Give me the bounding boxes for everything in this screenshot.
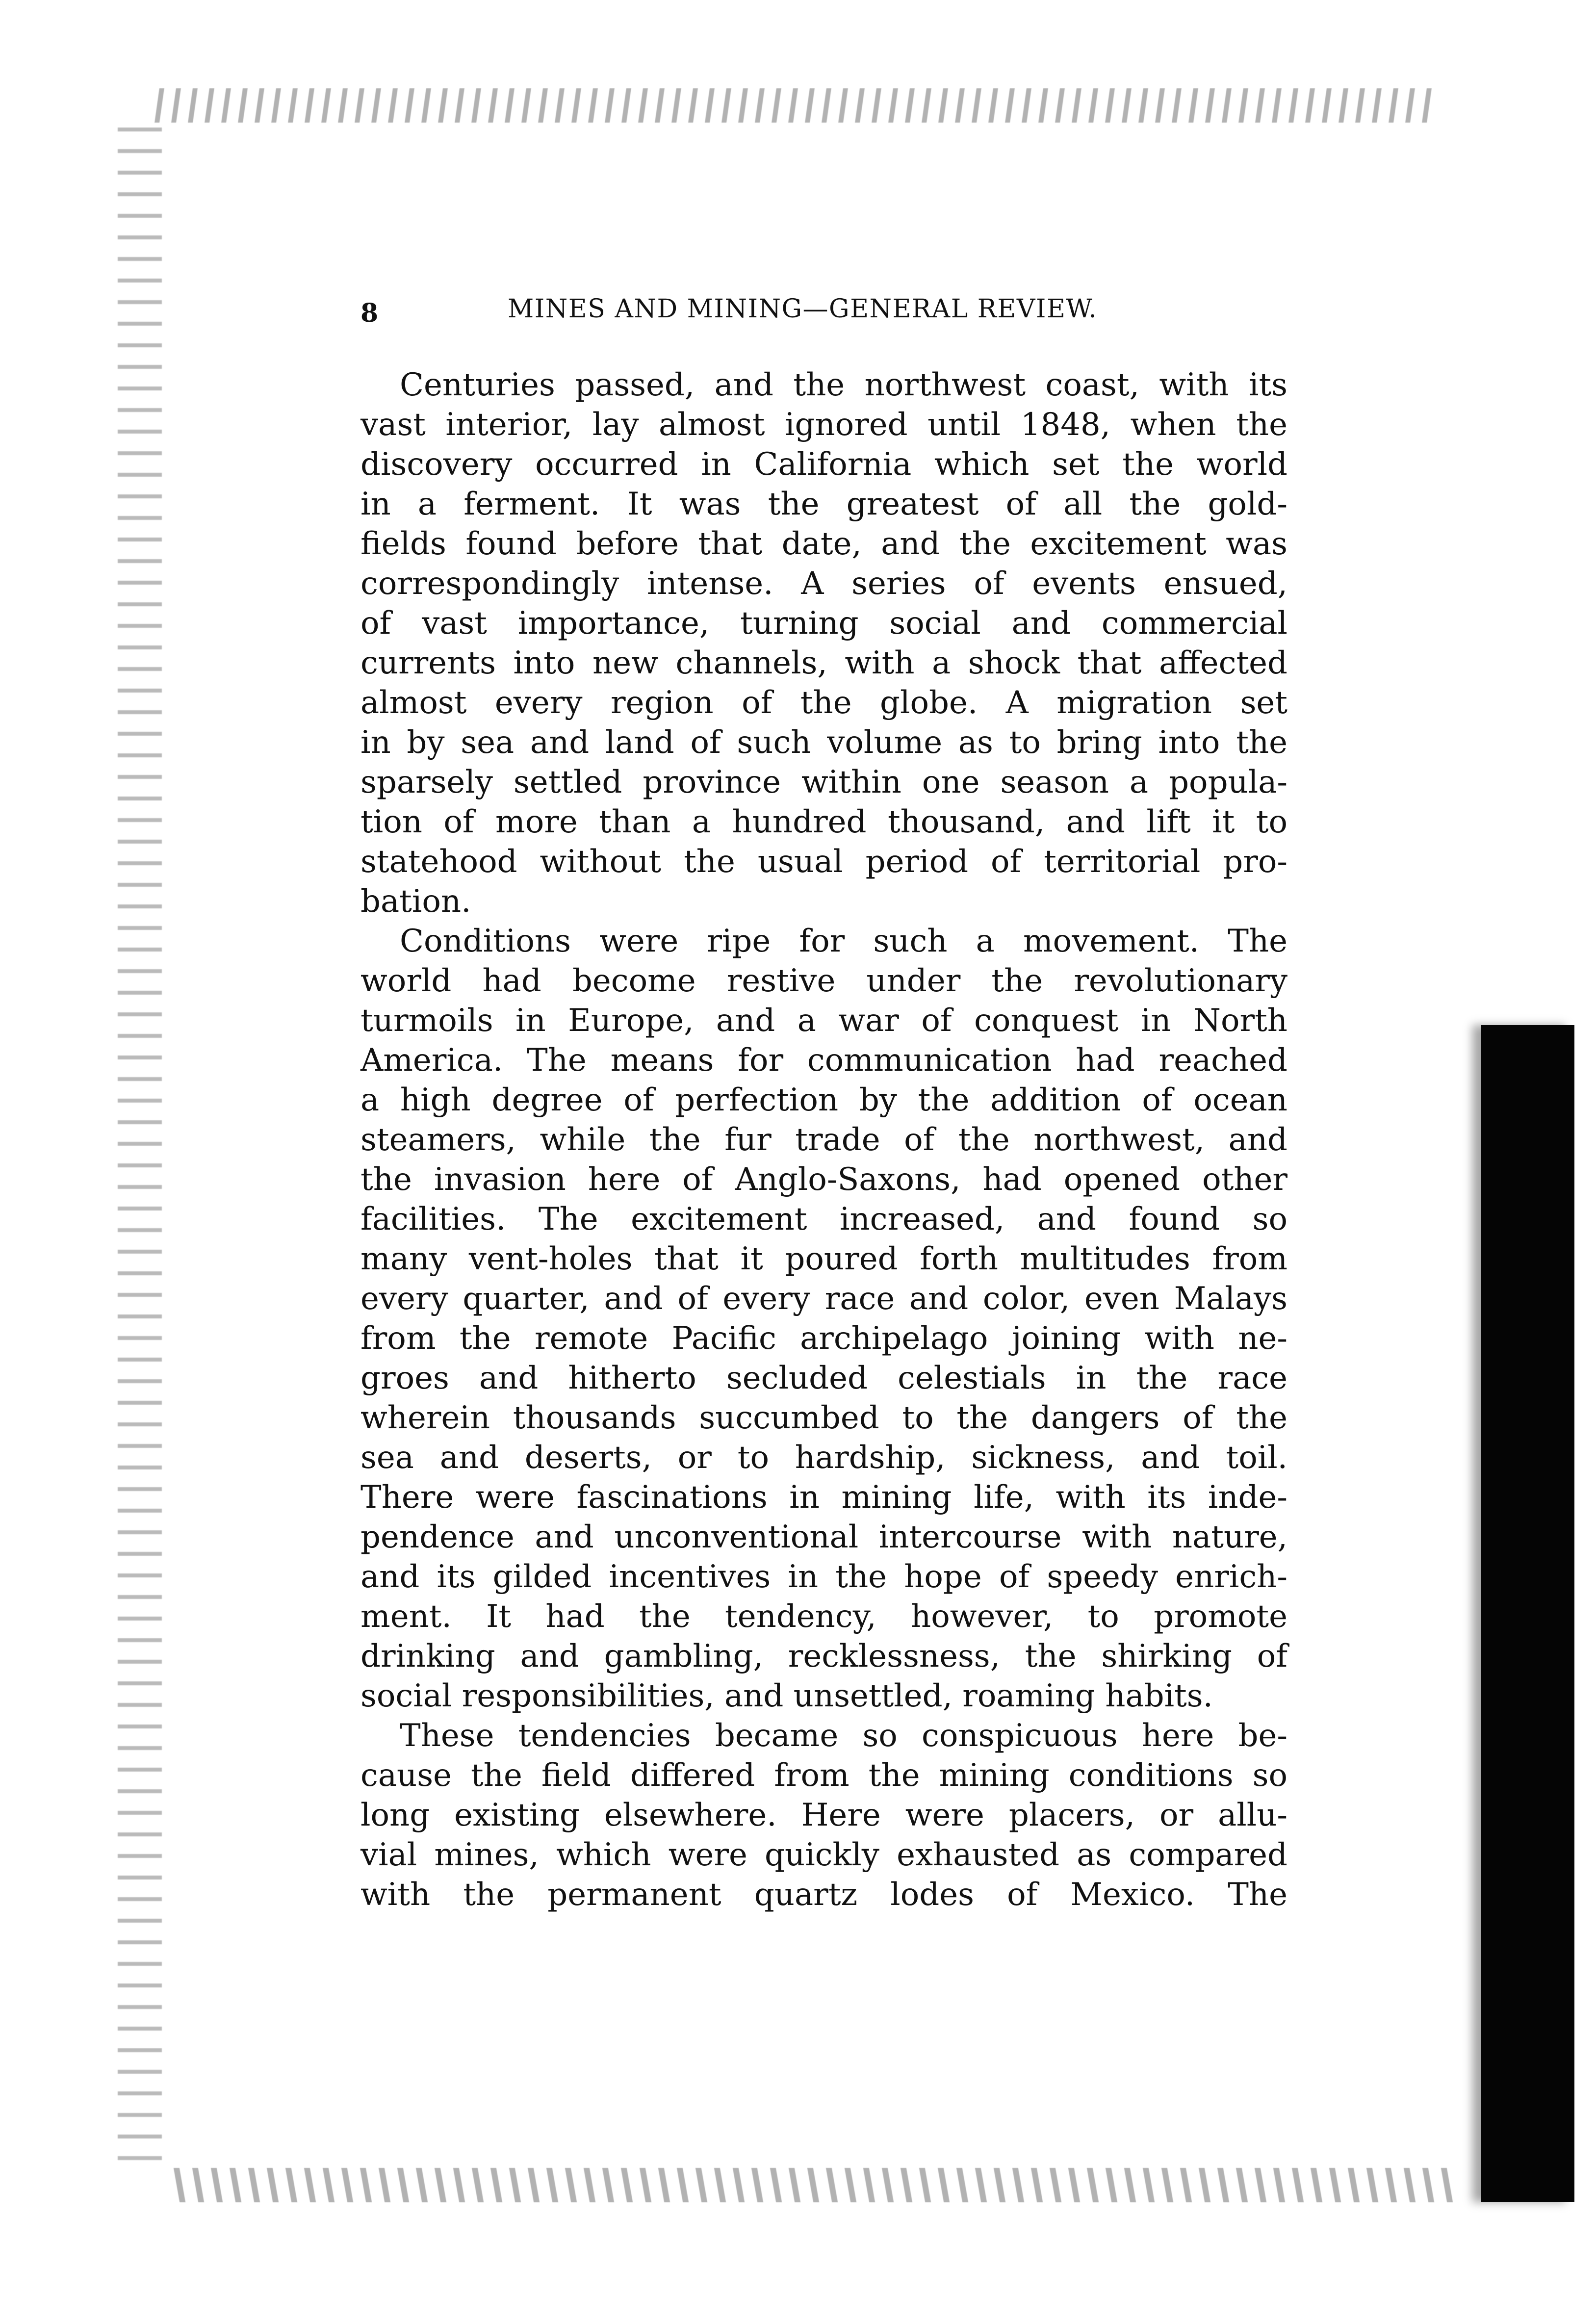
text-line: from the remote Pacific archipelago joining with ne- (360, 1320, 1287, 1357)
text-line: and its gilded incentives in the hope of speedy enrich- (360, 1559, 1287, 1595)
scan-edge-top (154, 88, 1435, 123)
text-line: almost every region of the globe. A migration set (360, 685, 1287, 721)
text-line: There were fascinations in mining life, with its inde- (360, 1479, 1287, 1516)
text-line: Conditions were ripe for such a movement. The (400, 923, 1287, 959)
scan-dark-bar-right (1481, 1025, 1574, 2202)
text-line: These tendencies became so conspicuous here be- (400, 1718, 1287, 1754)
text-line: drinking and gambling, recklessness, the shirking of (360, 1638, 1287, 1674)
text-line: every quarter, and of every race and color, even Malays (360, 1281, 1287, 1317)
text-line: Centuries passed, and the northwest coast, with its (400, 367, 1287, 403)
text-line: discovery occurred in California which set the world (360, 446, 1287, 483)
text-line: with the permanent quartz lodes of Mexico. The (360, 1877, 1287, 1913)
text-line: ment. It had the tendency, however, to promote (360, 1598, 1287, 1635)
scan-edge-left (118, 128, 162, 2168)
text-line: the invasion here of Anglo-Saxons, had opened other (360, 1161, 1287, 1198)
text-line: vast interior, lay almost ignored until 1848, when the (360, 407, 1287, 443)
text-line: sea and deserts, or to hardship, sickness, and toil. (360, 1440, 1287, 1476)
text-line: correspondingly intense. A series of events ensued, (360, 566, 1287, 602)
text-line: in a ferment. It was the greatest of all the gold- (360, 486, 1287, 522)
text-line: sparsely settled province within one season a popula- (360, 764, 1287, 800)
text-line: facilities. The excitement increased, and found so (360, 1201, 1287, 1237)
body-text (360, 365, 1287, 1915)
text-line: many vent-holes that it poured forth multitudes from (360, 1241, 1287, 1277)
running-head-title: MINES AND MINING—GENERAL REVIEW. (508, 294, 1098, 324)
page-number: 8 (360, 298, 379, 328)
text-line: America. The means for communication had reached (360, 1042, 1287, 1079)
text-line: steamers, while the fur trade of the northwest, and (360, 1122, 1287, 1158)
text-line: of vast importance, turning social and commercial (360, 605, 1287, 642)
text-line: pendence and unconventional intercourse with nature, (360, 1519, 1287, 1555)
text-line: statehood without the usual period of territorial pro- (360, 844, 1287, 880)
text-line: tion of more than a hundred thousand, and lift it to (360, 804, 1287, 840)
text-line: groes and hitherto secluded celestials in the race (360, 1360, 1287, 1396)
text-line: cause the field differed from the mining conditions so (360, 1757, 1287, 1794)
text-line: in by sea and land of such volume as to bring into the (360, 724, 1287, 761)
text-line: world had become restive under the revolutionary (360, 963, 1287, 999)
scan-edge-bottom (174, 2168, 1455, 2202)
running-head (360, 294, 1194, 334)
text-line: long existing elsewhere. Here were placers, or allu- (360, 1797, 1287, 1833)
text-line: a high degree of perfection by the addition of ocean (360, 1082, 1287, 1118)
text-line: wherein thousands succumbed to the dangers of the (360, 1400, 1287, 1436)
text-line: fields found before that date, and the excitement was (360, 526, 1287, 562)
text-line: currents into new channels, with a shock that affected (360, 645, 1287, 681)
text-line: social responsibilities, and unsettled, roaming habits. (360, 1678, 1213, 1714)
text-line: vial mines, which were quickly exhausted as compared (360, 1837, 1287, 1873)
text-line: bation. (360, 883, 471, 920)
text-line: turmoils in Europe, and a war of conquest in North (360, 1003, 1287, 1039)
